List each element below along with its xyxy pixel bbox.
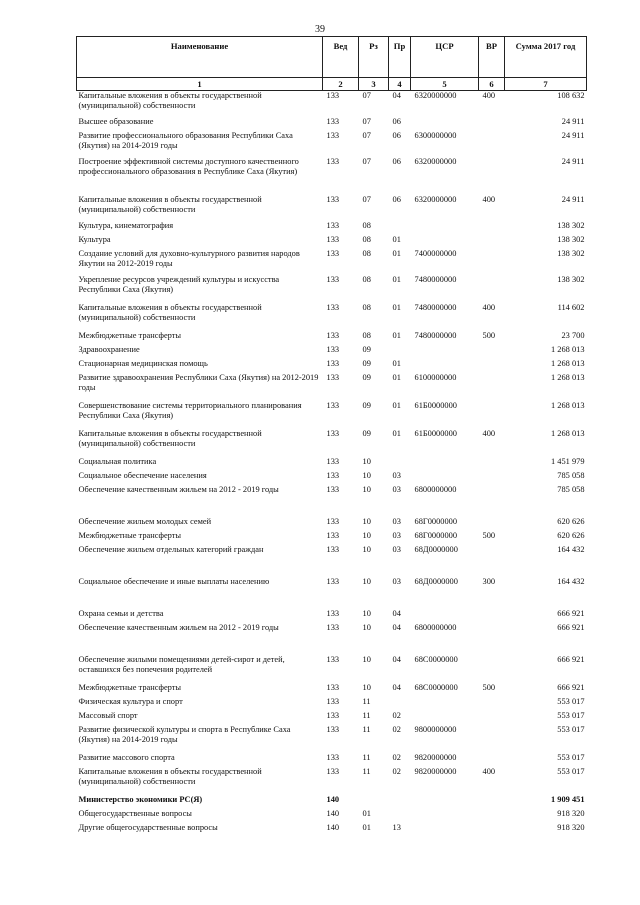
- cell-ved: 133: [326, 330, 340, 340]
- cell-csr: 68С0000000: [414, 654, 458, 664]
- table-row: [77, 429, 587, 457]
- cell-name: Обеспечение качественным жильем на 2012 - 2019 годы: [78, 622, 279, 632]
- cell-csr: [411, 711, 479, 725]
- page-number: 39: [315, 24, 325, 35]
- cell-rz: 10: [362, 516, 371, 526]
- cell-vr: [479, 725, 505, 753]
- col-header-csr: ЦСР: [411, 37, 479, 78]
- cell-ved: 133: [326, 752, 340, 762]
- cell-ved: 133: [326, 544, 340, 554]
- cell-rz: 01: [362, 808, 371, 818]
- cell-name: Охрана семьи и детства: [78, 608, 164, 618]
- cell-vr: [479, 753, 505, 767]
- col-header-name: Наименование: [77, 37, 323, 78]
- cell-rz: 11: [362, 710, 371, 720]
- col-header-ved: Вед: [323, 37, 359, 78]
- cell-csr: [411, 221, 479, 235]
- cell-name: Социальное обеспечение и иные выплаты населению: [78, 576, 270, 586]
- cell-rz: 09: [362, 344, 371, 354]
- cell-vr: [479, 117, 505, 131]
- cell-ved: 133: [326, 156, 340, 166]
- cell-pr: 03: [392, 484, 401, 494]
- cell-vr: 400: [482, 766, 496, 776]
- cell-rz: 10: [362, 622, 371, 632]
- cell-ved: 140: [326, 808, 340, 818]
- cell-csr: [411, 697, 479, 711]
- cell-ved: 133: [326, 428, 340, 438]
- cell-name: Социальная политика: [78, 456, 157, 466]
- cell-sum: 1 268 013: [551, 428, 585, 438]
- cell-name: Обеспечение жилыми помещениями детей-сирот и детей, оставшихся без попечения родителей: [78, 654, 285, 674]
- cell-sum: 23 700: [561, 330, 585, 340]
- cell-name: Обеспечение качественным жильем на 2012 - 2019 годы: [78, 484, 279, 494]
- cell-pr: 03: [392, 470, 401, 480]
- cell-name: Капитальные вложения в объекты государственной (муниципальной) собственности: [78, 91, 262, 110]
- col-number-1: 1: [77, 78, 323, 91]
- cell-name: Развитие здравоохранения Республики Саха (Якутия) на 2012-2019 годы: [78, 372, 319, 392]
- cell-rz: 07: [362, 91, 371, 100]
- cell-sum: 620 626: [557, 516, 585, 526]
- cell-csr: 68Д0000000: [414, 576, 458, 586]
- cell-csr: [411, 471, 479, 485]
- cell-sum: 666 921: [557, 682, 585, 692]
- cell-csr: 7480000000: [414, 302, 457, 312]
- cell-vr: [479, 275, 505, 303]
- table-row: [77, 485, 587, 517]
- cell-pr: 02: [392, 724, 401, 734]
- cell-pr: 02: [392, 752, 401, 762]
- cell-ved: 133: [326, 530, 340, 540]
- cell-vr: [479, 623, 505, 655]
- cell-pr: 01: [392, 302, 401, 312]
- cell-pr: 06: [392, 194, 401, 204]
- table-row: [77, 545, 587, 577]
- table-row: [77, 531, 587, 545]
- cell-csr: [411, 809, 479, 823]
- cell-pr: 02: [392, 766, 401, 776]
- table-row: [77, 221, 587, 235]
- budget-table: [76, 36, 587, 837]
- cell-name: Социальное обеспечение населения: [78, 470, 207, 480]
- cell-csr: 7400000000: [414, 248, 457, 258]
- cell-vr: [479, 401, 505, 429]
- cell-ved: 133: [326, 274, 340, 284]
- table-body: [77, 91, 587, 837]
- cell-name: Межбюджетные трансферты: [78, 330, 182, 340]
- cell-pr: 01: [392, 330, 401, 340]
- cell-pr: 03: [392, 530, 401, 540]
- col-number-3: 3: [359, 78, 389, 91]
- cell-name: Культура, кинематография: [78, 220, 174, 230]
- cell-sum: 1 268 013: [551, 400, 585, 410]
- cell-sum: 553 017: [557, 724, 585, 734]
- cell-sum: 553 017: [557, 696, 585, 706]
- cell-rz: 11: [362, 696, 371, 706]
- cell-pr: [389, 795, 411, 809]
- cell-vr: [479, 471, 505, 485]
- cell-csr: [411, 795, 479, 809]
- cell-pr: 01: [392, 234, 401, 244]
- cell-ved: 133: [326, 470, 340, 480]
- cell-vr: [479, 545, 505, 577]
- table-row: [77, 711, 587, 725]
- cell-vr: [479, 249, 505, 275]
- cell-name: Министерство экономики РС(Я): [78, 794, 203, 804]
- cell-name: Массовый спорт: [78, 710, 138, 720]
- cell-sum: 1 451 979: [551, 456, 585, 466]
- cell-vr: [479, 697, 505, 711]
- table-row: [77, 401, 587, 429]
- cell-vr: [479, 345, 505, 359]
- cell-name: Высшее образование: [78, 116, 154, 126]
- cell-ved: 133: [326, 302, 340, 312]
- cell-name: Капитальные вложения в объекты государственной (муниципальной) собственности: [78, 302, 262, 322]
- cell-rz: 08: [362, 330, 371, 340]
- table-row: [77, 697, 587, 711]
- cell-sum: 24 911: [561, 116, 585, 126]
- cell-pr: 03: [392, 576, 401, 586]
- cell-rz: 10: [362, 530, 371, 540]
- cell-pr: 04: [392, 91, 401, 100]
- cell-pr: [389, 221, 411, 235]
- cell-pr: 04: [392, 682, 401, 692]
- cell-vr: [479, 809, 505, 823]
- cell-name: Укрепление ресурсов учреждений культуры и искусства Республики Саха (Якутия): [78, 274, 280, 294]
- cell-csr: 6800000000: [414, 484, 457, 494]
- cell-vr: [479, 517, 505, 531]
- cell-csr: 68Д0000000: [414, 544, 458, 554]
- cell-sum: 1 268 013: [551, 358, 585, 368]
- cell-rz: 07: [362, 156, 371, 166]
- table-row: [77, 117, 587, 131]
- cell-csr: 68Г0000000: [414, 516, 458, 526]
- cell-name: Другие общегосударственные вопросы: [78, 822, 218, 832]
- cell-vr: [479, 795, 505, 809]
- cell-sum: 24 911: [561, 156, 585, 166]
- cell-vr: 400: [482, 428, 496, 438]
- cell-csr: 6300000000: [414, 130, 457, 140]
- cell-ved: 133: [326, 344, 340, 354]
- cell-ved: 133: [326, 622, 340, 632]
- cell-vr: [479, 373, 505, 401]
- table-row: [77, 195, 587, 221]
- cell-rz: 10: [362, 608, 371, 618]
- col-number-5: 5: [411, 78, 479, 91]
- col-number-2: 2: [323, 78, 359, 91]
- cell-csr: 6100000000: [414, 372, 457, 382]
- cell-csr: 9820000000: [414, 766, 457, 776]
- cell-pr: [389, 809, 411, 823]
- cell-name: Физическая культура и спорт: [78, 696, 183, 706]
- cell-ved: 133: [326, 766, 340, 776]
- cell-pr: 02: [392, 710, 401, 720]
- cell-vr: [479, 485, 505, 517]
- cell-name: Обеспечение жильем отдельных категорий граждан: [78, 544, 264, 554]
- cell-sum: 553 017: [557, 766, 585, 776]
- cell-sum: 164 432: [557, 576, 585, 586]
- cell-ved: 133: [326, 576, 340, 586]
- cell-csr: [411, 345, 479, 359]
- cell-sum: 24 911: [561, 130, 585, 140]
- table-header: [77, 37, 587, 91]
- cell-ved: 133: [326, 91, 340, 100]
- table-row: [77, 373, 587, 401]
- cell-csr: 61Б0000000: [414, 400, 457, 410]
- cell-rz: 10: [362, 682, 371, 692]
- cell-sum: 138 302: [557, 220, 585, 230]
- cell-csr: [411, 359, 479, 373]
- cell-sum: 164 432: [557, 544, 585, 554]
- cell-rz: 10: [362, 456, 371, 466]
- table-row: [77, 577, 587, 609]
- table-row: [77, 655, 587, 683]
- cell-vr: [479, 235, 505, 249]
- cell-ved: 133: [326, 234, 340, 244]
- cell-rz: 08: [362, 274, 371, 284]
- cell-vr: [479, 655, 505, 683]
- table-row: [77, 823, 587, 837]
- cell-vr: 300: [482, 576, 496, 586]
- cell-csr: [411, 609, 479, 623]
- cell-vr: 400: [482, 91, 496, 100]
- cell-rz: 09: [362, 358, 371, 368]
- cell-pr: 06: [392, 156, 401, 166]
- table-row: [77, 809, 587, 823]
- cell-pr: [389, 345, 411, 359]
- table-row: [77, 795, 587, 809]
- cell-vr: 400: [482, 194, 496, 204]
- table-row: [77, 275, 587, 303]
- cell-sum: 1 268 013: [551, 372, 585, 382]
- cell-rz: 08: [362, 234, 371, 244]
- cell-name: Межбюджетные трансферты: [78, 530, 182, 540]
- table-row: [77, 609, 587, 623]
- cell-sum: 666 921: [557, 608, 585, 618]
- cell-rz: 01: [362, 822, 371, 832]
- col-header-rz: Рз: [359, 37, 389, 78]
- cell-sum: 1 909 451: [551, 794, 585, 804]
- cell-rz: 09: [362, 428, 371, 438]
- cell-sum: 108 632: [557, 91, 585, 100]
- cell-vr: [479, 457, 505, 471]
- cell-ved: 133: [326, 654, 340, 664]
- cell-sum: 138 302: [557, 274, 585, 284]
- col-header-sum: Сумма 2017 год: [505, 37, 587, 78]
- cell-name: Развитие профессионального образования Республики Саха (Якутия) на 2014-2019 годы: [78, 130, 293, 150]
- cell-pr: 01: [392, 428, 401, 438]
- cell-sum: 24 911: [561, 194, 585, 204]
- cell-name: Капитальные вложения в объекты государственной (муниципальной) собственности: [78, 766, 262, 786]
- cell-csr: [411, 823, 479, 837]
- cell-ved: 133: [326, 372, 340, 382]
- table-row: [77, 753, 587, 767]
- cell-rz: 09: [362, 372, 371, 382]
- cell-csr: 6320000000: [414, 194, 457, 204]
- cell-ved: 133: [326, 130, 340, 140]
- cell-csr: 9800000000: [414, 724, 457, 734]
- cell-sum: 666 921: [557, 622, 585, 632]
- cell-csr: 6800000000: [414, 622, 457, 632]
- cell-ved: 133: [326, 358, 340, 368]
- cell-name: Совершенствование системы территориального планирования Республики Саха (Якутия): [78, 400, 302, 420]
- cell-pr: 01: [392, 372, 401, 382]
- cell-vr: 500: [482, 330, 496, 340]
- col-number-4: 4: [389, 78, 411, 91]
- col-number-7: 7: [505, 78, 587, 91]
- table-row: [77, 157, 587, 195]
- cell-pr: 04: [392, 654, 401, 664]
- cell-sum: 918 320: [557, 808, 585, 818]
- cell-ved: 133: [326, 220, 340, 230]
- cell-csr: 7480000000: [414, 330, 457, 340]
- cell-rz: 07: [362, 116, 371, 126]
- cell-sum: 785 058: [557, 484, 585, 494]
- cell-name: Обеспечение жильем молодых семей: [78, 516, 212, 526]
- cell-rz: 08: [362, 220, 371, 230]
- cell-ved: 133: [326, 116, 340, 126]
- cell-rz: 10: [362, 544, 371, 554]
- cell-pr: 06: [392, 130, 401, 140]
- cell-vr: [479, 609, 505, 623]
- cell-sum: 114 602: [557, 302, 585, 312]
- cell-csr: 68С0000000: [414, 682, 458, 692]
- table-row: [77, 235, 587, 249]
- cell-rz: 10: [362, 576, 371, 586]
- table-row: [77, 457, 587, 471]
- cell-name: Развитие массового спорта: [78, 752, 175, 762]
- cell-rz: 11: [362, 752, 371, 762]
- cell-ved: 133: [326, 484, 340, 494]
- cell-rz: 10: [362, 484, 371, 494]
- cell-ved: 133: [326, 194, 340, 204]
- cell-name: Стационарная медицинская помощь: [78, 358, 208, 368]
- cell-csr: 7480000000: [414, 274, 457, 284]
- cell-name: Капитальные вложения в объекты государственной (муниципальной) собственности: [78, 194, 262, 214]
- cell-sum: 138 302: [557, 248, 585, 258]
- cell-sum: 138 302: [557, 234, 585, 244]
- cell-rz: 08: [362, 248, 371, 258]
- cell-sum: 620 626: [557, 530, 585, 540]
- table-row: [77, 623, 587, 655]
- table-row: [77, 471, 587, 485]
- cell-ved: 133: [326, 516, 340, 526]
- cell-sum: 785 058: [557, 470, 585, 480]
- table-row: [77, 683, 587, 697]
- cell-ved: 140: [326, 822, 340, 832]
- cell-vr: [479, 359, 505, 373]
- cell-vr: [479, 221, 505, 235]
- table-row: [77, 359, 587, 373]
- cell-ved: 133: [326, 682, 340, 692]
- cell-pr: 01: [392, 248, 401, 258]
- cell-rz: 10: [362, 654, 371, 664]
- cell-rz: 07: [362, 194, 371, 204]
- cell-name: Культура: [78, 234, 111, 244]
- cell-rz: 08: [362, 302, 371, 312]
- cell-name: Создание условий для духовно-культурного развития народов Якутии на 2012-2019 годы: [78, 248, 300, 268]
- table-row: [77, 767, 587, 795]
- table-row: [77, 303, 587, 331]
- cell-vr: [479, 157, 505, 195]
- table-row: [77, 249, 587, 275]
- cell-rz: 07: [362, 130, 371, 140]
- col-header-pr: Пр: [389, 37, 411, 78]
- cell-vr: [479, 711, 505, 725]
- cell-vr: [479, 131, 505, 157]
- cell-vr: [479, 823, 505, 837]
- cell-vr: 500: [482, 530, 496, 540]
- cell-vr: 400: [482, 302, 496, 312]
- cell-ved: 133: [326, 724, 340, 734]
- cell-ved: 133: [326, 456, 340, 466]
- cell-csr: 68Г0000000: [414, 530, 458, 540]
- cell-ved: 133: [326, 248, 340, 258]
- cell-vr: 500: [482, 682, 496, 692]
- cell-pr: 04: [392, 622, 401, 632]
- cell-pr: 01: [392, 400, 401, 410]
- cell-sum: 553 017: [557, 710, 585, 720]
- cell-sum: 666 921: [557, 654, 585, 664]
- cell-pr: 06: [392, 116, 401, 126]
- cell-pr: 03: [392, 544, 401, 554]
- cell-pr: [389, 457, 411, 471]
- cell-rz: 11: [362, 724, 371, 734]
- cell-pr: 01: [392, 274, 401, 284]
- cell-name: Построение эффективной системы доступного качественного профессионального образования в Республике Саха (Якутия): [78, 156, 299, 176]
- col-header-vr: ВР: [479, 37, 505, 78]
- cell-pr: 01: [392, 358, 401, 368]
- cell-name: Здравоохранение: [78, 344, 140, 354]
- cell-rz: 10: [362, 470, 371, 480]
- cell-csr: [411, 117, 479, 131]
- table-row: [77, 725, 587, 753]
- cell-sum: 553 017: [557, 752, 585, 762]
- cell-csr: 9820000000: [414, 752, 457, 762]
- col-number-6: 6: [479, 78, 505, 91]
- cell-csr: 6320000000: [414, 156, 457, 166]
- cell-csr: [411, 235, 479, 249]
- cell-csr: 6320000000: [414, 91, 457, 100]
- cell-rz: 09: [362, 400, 371, 410]
- cell-pr: 13: [392, 822, 401, 832]
- cell-ved: 133: [326, 696, 340, 706]
- cell-ved: 133: [326, 400, 340, 410]
- table-row: [77, 131, 587, 157]
- table-row: [77, 91, 587, 117]
- cell-pr: 04: [392, 608, 401, 618]
- cell-pr: [389, 697, 411, 711]
- cell-csr: 61Б0000000: [414, 428, 457, 438]
- cell-pr: 03: [392, 516, 401, 526]
- cell-ved: 133: [326, 608, 340, 618]
- cell-name: Капитальные вложения в объекты государственной (муниципальной) собственности: [78, 428, 262, 448]
- cell-rz: 11: [362, 766, 371, 776]
- cell-sum: 918 320: [557, 822, 585, 832]
- cell-csr: [411, 457, 479, 471]
- cell-rz: [359, 795, 389, 809]
- cell-name: Межбюджетные трансферты: [78, 682, 182, 692]
- table-row: [77, 331, 587, 345]
- cell-ved: 133: [326, 710, 340, 720]
- table-row: [77, 517, 587, 531]
- cell-name: Общегосударственные вопросы: [78, 808, 192, 818]
- table-row: [77, 345, 587, 359]
- cell-ved: 140: [326, 794, 340, 804]
- cell-name: Развитие физической культуры и спорта в Республике Саха (Якутия) на 2014-2019 годы: [78, 724, 291, 744]
- cell-sum: 1 268 013: [551, 344, 585, 354]
